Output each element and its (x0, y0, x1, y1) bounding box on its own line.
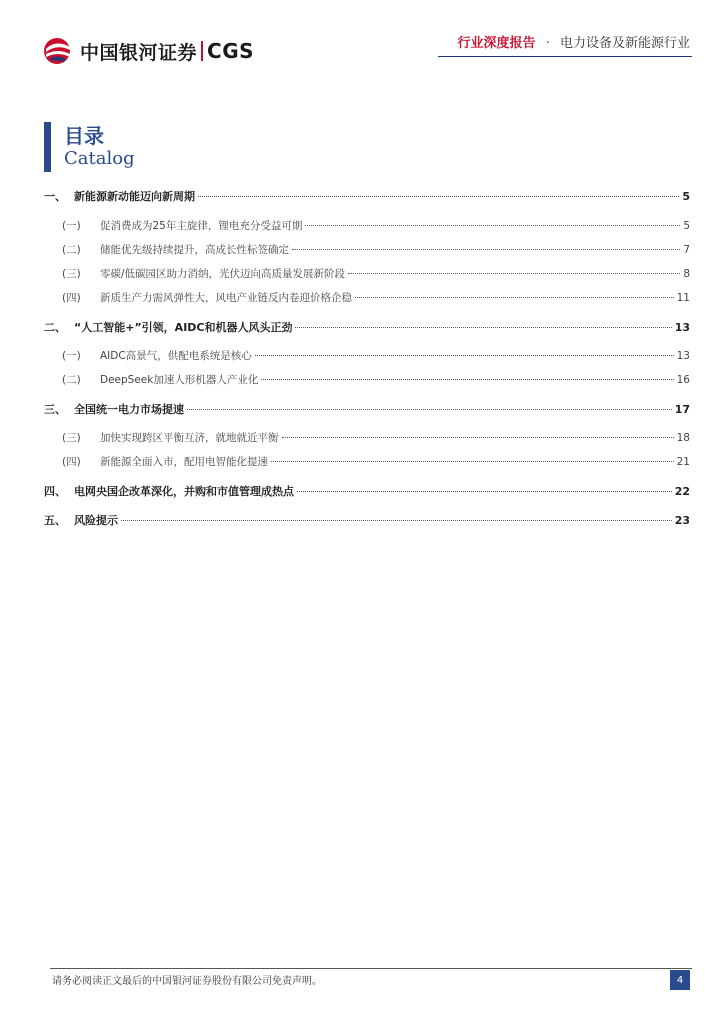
toc-entry[interactable] (44, 454, 690, 469)
toc-dot-leader (292, 249, 680, 250)
footer-disclaimer: 请务必阅读正文最后的中国银河证券股份有限公司免责声明。 (52, 976, 322, 987)
toc-title: 目录 (64, 124, 104, 148)
toc-dot-leader (187, 409, 672, 410)
toc-dot-leader (255, 355, 674, 356)
toc-entry-number: (一) (62, 220, 81, 232)
toc-entry[interactable] (44, 348, 690, 363)
toc-entry-title: 风险提示 (74, 514, 118, 527)
toc-entry-title: 全国统一电力市场提速 (74, 403, 184, 416)
toc-dot-leader (271, 461, 674, 462)
toc-entry-title: 新能源全面入市，配用电智能化提速 (100, 456, 268, 468)
toc-entry-title: 促消费成为25年主旋律，锂电充分受益可期 (100, 220, 303, 232)
toc-entry[interactable] (44, 266, 690, 281)
toc-entry[interactable] (44, 483, 690, 499)
toc-entry-number: (四) (62, 456, 81, 468)
toc-entry[interactable] (44, 290, 690, 305)
toc-entry-page: 23 (674, 514, 690, 527)
toc-entry-title: 储能优先级持续提升，高成长性标签确定 (100, 244, 289, 256)
report-type: 行业深度报告 (457, 36, 536, 51)
toc-entry-page: 8 (683, 268, 690, 280)
toc-entry-title: AIDC高景气，供配电系统是核心 (100, 350, 252, 362)
header-rule (438, 56, 692, 57)
toc-entry-page: 22 (674, 485, 690, 498)
page-header (0, 0, 724, 80)
footer-rule (50, 968, 692, 969)
toc-dot-leader (348, 273, 680, 274)
toc-entry-number: (一) (62, 350, 81, 362)
toc-entry-page: 13 (676, 350, 690, 362)
toc-entry[interactable] (44, 218, 690, 233)
header-separator: · (545, 36, 550, 51)
toc-entry-title: 新质生产力需风弹性大，风电产业链反内卷迎价格企稳 (100, 292, 352, 304)
toc-entry-page: 11 (676, 292, 690, 304)
cgs-logo-icon (42, 36, 74, 66)
toc-entry-title: 新能源新动能迈向新周期 (74, 190, 195, 203)
toc-entry-page: 18 (676, 432, 690, 444)
toc-dot-leader (282, 437, 674, 438)
toc-subtitle: Catalog (64, 148, 135, 169)
toc-entry-number: 四、 (44, 485, 66, 498)
toc-entry[interactable] (44, 430, 690, 445)
toc-entry-number: 二、 (44, 321, 66, 334)
toc-dot-leader (355, 297, 674, 298)
toc-entry-page: 16 (676, 374, 690, 386)
toc-entry-title: “人工智能+”引领，AIDC和机器人风头正劲 (74, 321, 293, 334)
toc-entry-page: 5 (683, 220, 690, 232)
toc-entry-page: 7 (683, 244, 690, 256)
toc-entry-number: 三、 (44, 403, 66, 416)
toc-entry-number: (三) (62, 432, 81, 444)
toc-entry[interactable] (44, 512, 690, 528)
company-logo (42, 36, 254, 66)
toc-entry-number: (四) (62, 292, 81, 304)
toc-entry[interactable] (44, 401, 690, 417)
page-number: 4 (670, 970, 690, 990)
toc-dot-leader (305, 225, 680, 226)
logo-divider (201, 41, 203, 61)
toc-entry-number: 一、 (44, 190, 66, 203)
toc-entry[interactable] (44, 188, 690, 204)
toc-dot-leader (295, 327, 671, 328)
toc-dot-leader (261, 379, 673, 380)
toc-entry-title: 零碳/低碳园区助力消纳，光伏迈向高质量发展新阶段 (100, 268, 346, 280)
report-sector: 电力设备及新能源行业 (559, 36, 690, 51)
toc-entry-number: 五、 (44, 514, 66, 527)
toc-entry-page: 5 (682, 190, 690, 203)
toc-entry-title: 加快实现跨区平衡互济，就地就近平衡 (100, 432, 279, 444)
toc-entry-title: 电网央国企改革深化，并购和市值管理成热点 (74, 485, 294, 498)
toc-entry[interactable] (44, 372, 690, 387)
toc-entry-number: (二) (62, 374, 81, 386)
toc-entry[interactable] (44, 319, 690, 335)
toc-accent-bar (44, 122, 51, 172)
report-category (458, 32, 690, 51)
toc-entry-page: 13 (674, 321, 690, 334)
toc-dot-leader (198, 196, 679, 197)
toc-entry-page: 21 (676, 456, 690, 468)
toc-entry-title: DeepSeek加速人形机器人产业化 (100, 374, 259, 386)
toc-entry-page: 17 (674, 403, 690, 416)
toc-dot-leader (297, 491, 672, 492)
toc-entry[interactable] (44, 242, 690, 257)
toc-entry-number: (二) (62, 244, 81, 256)
toc-entry-number: (三) (62, 268, 81, 280)
toc-dot-leader (121, 520, 672, 521)
logo-text-en: CGS (207, 39, 255, 63)
logo-text-cn: 中国银河证券 (80, 41, 198, 64)
